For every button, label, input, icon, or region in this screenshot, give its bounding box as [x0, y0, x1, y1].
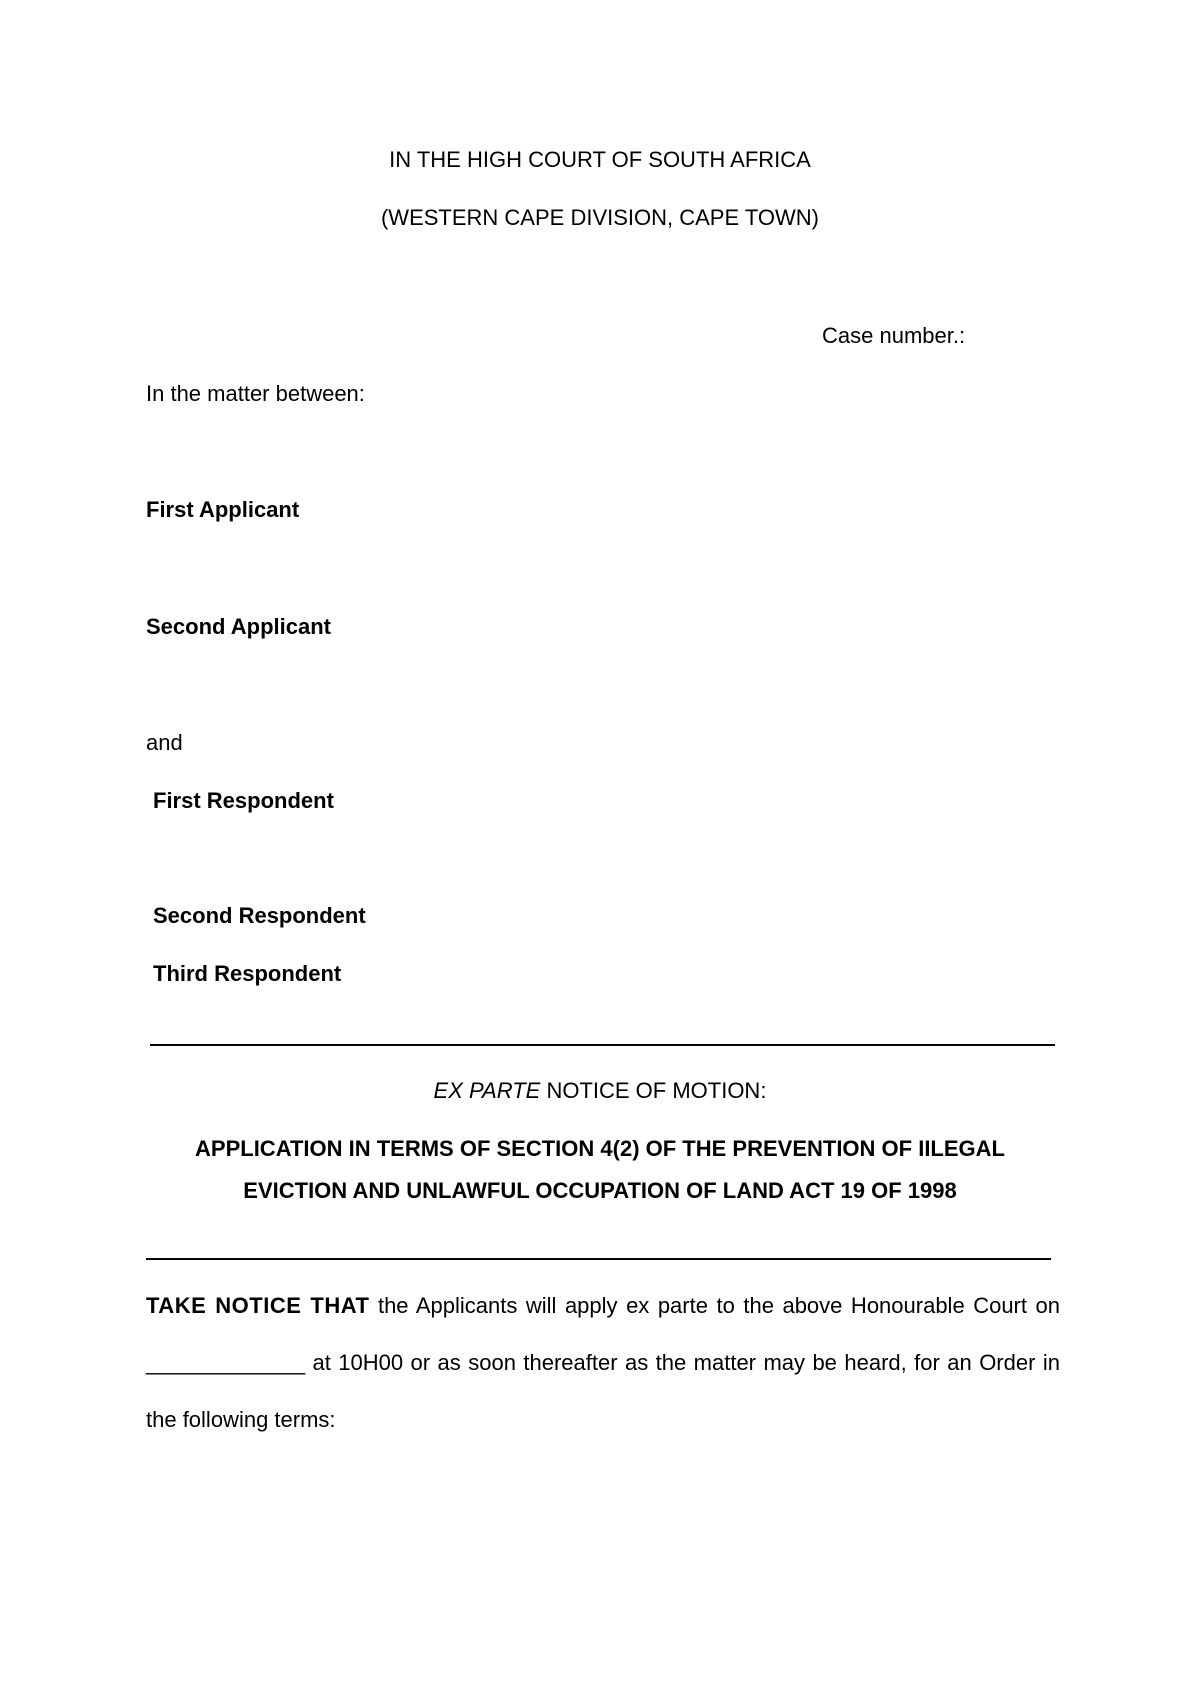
- divider-rule-bottom: [146, 1258, 1051, 1260]
- notice-lead: TAKE NOTICE THAT: [146, 1293, 370, 1318]
- divider-rule-top: [150, 1044, 1055, 1046]
- motion-title: [0, 1077, 1200, 1105]
- court-heading: IN THE HIGH COURT OF SOUTH AFRICA: [389, 147, 811, 172]
- parties-intro: In the matter between:: [146, 381, 365, 406]
- parties-conjunction: and: [146, 730, 183, 755]
- case-number-label: Case number.:: [822, 323, 966, 348]
- third-respondent: Third Respondent: [153, 961, 342, 986]
- notice-text-after-blank: at 10H00 or as soon thereafter as the matter may be heard, for an Order in the following terms:: [146, 1350, 1060, 1432]
- date-blank: _____________: [146, 1350, 306, 1375]
- motion-title-rest: NOTICE OF MOTION:: [540, 1078, 767, 1103]
- division-heading: (WESTERN CAPE DIVISION, CAPE TOWN): [380, 205, 819, 230]
- first-applicant: First Applicant: [146, 497, 300, 522]
- motion-title-italic: EX PARTE: [433, 1078, 541, 1103]
- application-title-line-1: APPLICATION IN TERMS OF SECTION 4(2) OF THE PREVENTION OF IILEGAL: [195, 1136, 1005, 1161]
- first-respondent: First Respondent: [153, 788, 334, 813]
- second-applicant: Second Applicant: [146, 614, 331, 639]
- notice-paragraph: [146, 1277, 1060, 1448]
- application-title-line-2: EVICTION AND UNLAWFUL OCCUPATION OF LAND ACT 19 OF 1998: [243, 1178, 957, 1203]
- second-respondent: Second Respondent: [153, 903, 366, 928]
- notice-text-before-blank: the Applicants will apply ex parte to the above Honourable Court on: [369, 1293, 1060, 1318]
